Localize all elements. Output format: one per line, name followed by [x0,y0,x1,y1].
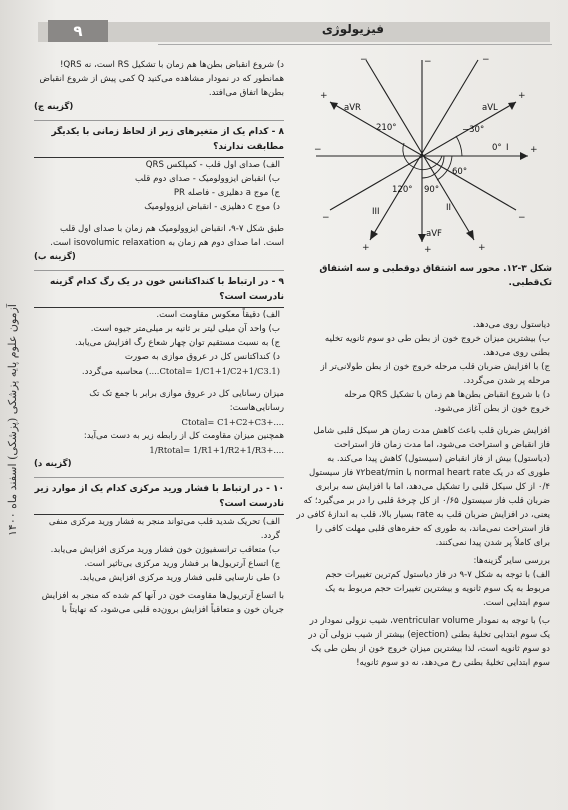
text-line: یعنی، در افزایش ضربان قلب به rate بسیار بالا، قلب به اندازهٔ کافی در [296,510,550,520]
explanation-line: میزان رسانایی کل در عروق موازی برابر با جمع تک تک [89,389,284,399]
svg-text:−: − [360,55,368,65]
option-b: ب) متعاقب ترانسفیوژن خون فشار ورید مرکزی افزایش می‌یابد. [50,545,280,555]
divider [34,120,284,121]
text-line: فاز استراحت نمی‌ماند، به طوری که حفره‌های قلبی مهلت کافی را [315,524,550,534]
svg-text:−: − [322,213,330,223]
answer-label: (گزینه ج) [34,102,74,112]
answer-label: (گزینه د) [34,459,72,469]
text-line: مرحله پر شدن می‌گردد. [463,376,550,386]
svg-text:−: − [314,145,322,155]
angle-120: 120° [392,185,413,195]
intro-line: د) شروع انقباض بطن‌ها هم زمان با تشکیل RS است، نه QRS! [59,60,284,70]
text-line: الف) با توجه به شکل ۷-۹ در فاز دیاستول کم‌ترین تغییرات حجم [325,570,550,580]
text-line: دیاستول روی می‌دهد. [472,320,550,330]
sidebar-exam-title: آزمون علوم پایه پزشکی (پزشکی) اسفند ماه ۱۴۰۰ [6,304,19,536]
hexaxial-figure [306,52,546,257]
svg-text:+: + [530,145,538,155]
angle-60: 60° [452,167,468,177]
page-number: ۹ [48,20,108,42]
option-a: الف) صدای اول قلب - کمپلکس QRS [145,160,280,170]
label-III: III [372,207,380,217]
text-line: خروج خون از بطن آغاز می‌شود. [434,404,550,414]
text-line: (دیاستول) بیش از فاز انقباض (سیستول) کاهش پیدا می‌کند. به [327,454,550,464]
option-a: الف) دقیقاً معکوس مقاومت است. [156,310,280,320]
svg-text:−: − [518,213,526,223]
option-c: ج) موج a دهلیزی - فاصله PR [173,188,280,198]
intro-line: همانطور که در نمودار مشاهده می‌کنید Q کمی پیش از شروع انقباض [39,74,284,84]
svg-text:+: + [424,245,432,255]
text-line: د) با شروع انقباض بطن‌ها هم زمان با تشکیل QRS مرحله [344,390,550,400]
header-bar [38,22,550,42]
option-b: ب) واحد آن میلی لیتر بر ثانیه بر میلی‌متر جیوه است. [90,324,280,334]
option-c: ج) به نسبت مستقیم توان چهار شعاع رگ افزایش می‌یابد. [75,338,280,348]
option-c: ج) اتساع آرتریول‌ها بر فشار ورید مرکزی بی‌تاثیر است. [84,559,280,569]
explanation-line: است. اما صدای دوم هم زمان به isovolumic relaxation است. [50,238,284,248]
option-a: الف) تحریک شدید قلب می‌تواند منجر به فشار ورید مرکزی منفی گردد. [48,517,280,541]
option-d: د) کنداکتانس کل در عروق موازی به صورت [124,352,280,362]
chapter-title: فیزیولوژی [321,22,384,36]
text-line: سوم ابتدایی است. [482,598,550,608]
explanation-line: رسانایی‌هاست: [229,403,284,413]
explanation-line: همچنین میزان مقاومت کل از رابطه زیر به دست می‌آید: [83,431,284,441]
formula-conductance: Ctotal= C1+C2+C3+.... [181,417,284,427]
angle-minus-30: −30° [462,125,485,135]
text-line: سوم ابتدایی تخلیهٔ بطنی رخ می‌دهد، نه دو سوم ثانویه! [356,658,550,668]
svg-text:−: − [424,57,432,67]
text-line: بررسی سایر گزینه‌ها: [473,556,550,566]
svg-text:+: + [320,91,328,101]
text-line: دو سوم ثانویه است، لذا بیشترین میزان خروج خون از بطن طی یک [311,644,550,654]
angle-210: 210° [376,123,397,133]
text-line: ب) با توجه به نمودار ventricular volume، شیب نزولی نمودار در [309,616,550,626]
explanation-line: با اتساع آرتریول‌ها مقاومت خون در آنها کم شده که منجر به افزایش [41,591,284,601]
option-d: د) موج c دهلیزی - انقباض ایزوولومیک [144,202,280,212]
formula-conductance-wrong: (1.Ctotal= 1/C1+1/C2+1/C3....) [145,366,280,376]
formula-resistance: 1/Rtotal= 1/R1+1/R2+1/R3+.... [149,445,284,455]
option-d-tail: محاسبه می‌گردد. [81,367,143,377]
text-line: ج) با افزایش ضربان قلب مرحله خروج خون از بطن طولانی‌تر از [320,362,550,372]
answer-label: (گزینه ب) [34,252,76,262]
label-aVF: aVF [426,229,442,239]
svg-text:+: + [518,91,526,101]
label-aVL: aVL [482,103,498,113]
explanation-line: طبق شکل ۷-۹، انقباض ایزوولومیک هم زمان با صدای اول قلب [59,224,284,234]
text-line: افزایش ضربان قلب باعث کاهش مدت زمان هر سیکل قلبی شامل [313,426,550,436]
text-line: ضربان قلب فاز سیستول ۰/۶۵ از کل چرخهٔ قلبی را در بر می‌گیرد؛ که [303,496,550,506]
question-8-heading: ۸ - کدام یک از متغیرهای زیر از لحاظ زمانی با یکدیگر مطابقت ندارند؟ [34,125,284,158]
text-line: برای کاملاً پر شدن پیدا نمی‌کنند. [435,538,550,548]
figure-caption: شکل ۳-۱۲. محور سه اشتقاق دوقطبی و سه اشتقاق تک‌قطبی. [319,264,552,288]
right-column [296,318,550,670]
svg-text:+: + [362,243,370,253]
explanation-line: جریان خون و متعاقباً افزایش برون‌ده قلبی می‌شود، که نهایتاً با [61,605,284,615]
svg-text:−: − [482,55,490,65]
question-9-heading: ۹ - در ارتباط با کنداکتانس خون در یک رگ کدام گزینه نادرست است؟ [34,275,284,308]
text-line: بطنی روی می‌دهد. [482,348,550,358]
text-line: فاز انقباض و استراحت می‌شود، اما مدت زمان فاز استراحت [334,440,550,450]
option-b: ب) انقباض ایزوولومیک - صدای دوم قلب [134,174,280,184]
angle-90: 90° [424,185,440,195]
question-10-heading: ۱۰ - در ارتباط با فشار ورید مرکزی کدام یک از موارد زیر نادرست است؟ [34,482,284,515]
divider [34,477,284,478]
text-line: مربوط به یک سوم ثانویه و بیشترین تغییرات حجم مربوط به یک [325,584,550,594]
angle-0: 0° [492,143,502,153]
divider [34,270,284,271]
label-I: I [506,143,509,153]
page-header [8,10,564,44]
header-rule [158,44,552,45]
option-d: د) طی نارسایی قلبی فشار ورید مرکزی افزایش می‌یابد. [79,573,280,583]
svg-text:+: + [478,243,486,253]
option-d-cont [34,364,284,379]
intro-line: بطن‌ها اتفاق می‌افتد. [208,88,284,98]
label-II: II [446,203,452,213]
text-line: یک سوم ابتدایی تخلیهٔ بطنی (ejection) بیشتر از شیب نزولی آن در [308,630,550,640]
text-line: ب) بیشترین میزان خروج خون از بطن طی دو سوم ثانویه تخلیه [324,334,550,344]
left-column [34,58,284,617]
text-line: طوری که در یک normal heart rate با ۷۲beat/min فاز سیستول [308,468,550,478]
text-line: ۰/۴ از کل سیکل قلبی را تشکیل می‌دهد، اما با افزایش سه برابری [315,482,550,492]
label-aVR: aVR [344,103,361,113]
